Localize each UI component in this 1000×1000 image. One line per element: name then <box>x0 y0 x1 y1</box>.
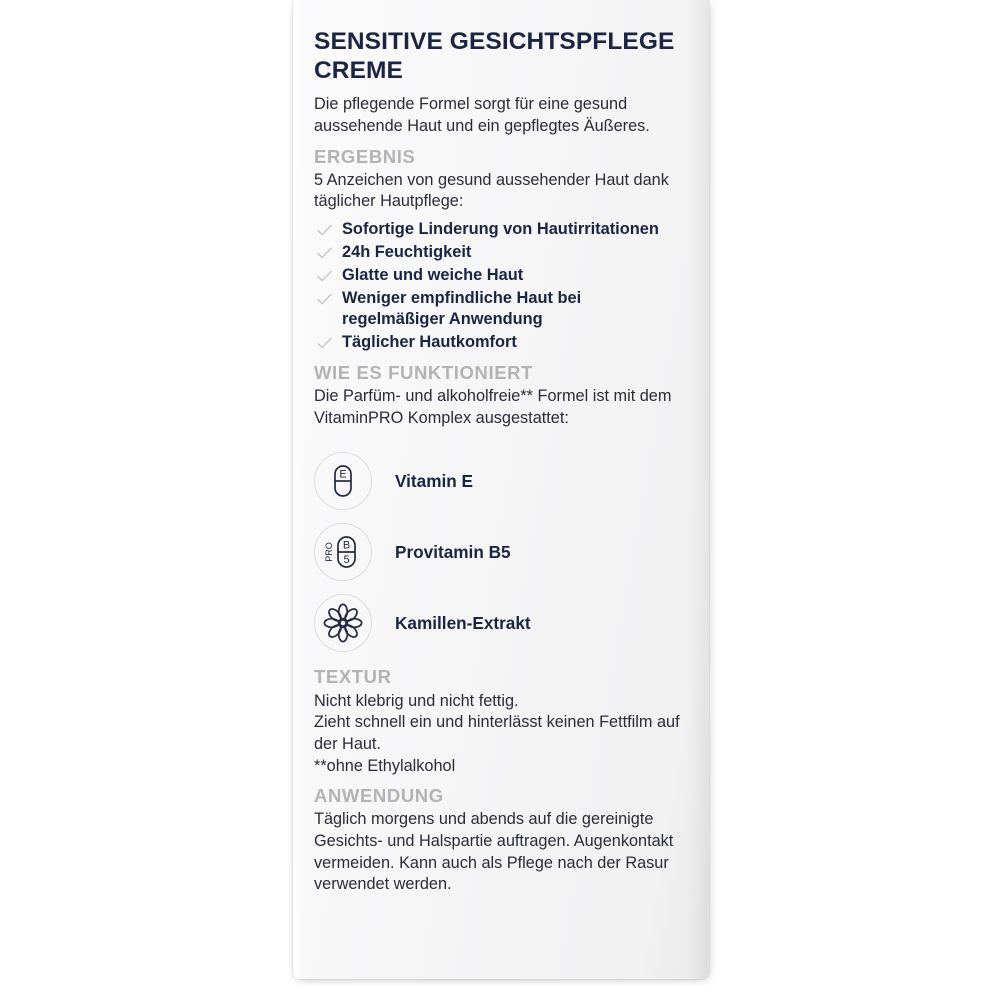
texture-line-1: Nicht klebrig und nicht fettig. <box>314 691 519 710</box>
ergebnis-intro: 5 Anzeichen von gesund aussehender Haut dank täglicher Hautpflege: <box>314 170 669 211</box>
svg-text:E: E <box>339 468 347 481</box>
list-item <box>314 242 687 264</box>
product-lede: Die pflegende Formel sorgt für eine gesund aussehende Haut und ein gepflegtes Äußeres. <box>314 95 650 135</box>
benefit-list <box>314 219 687 354</box>
ingredient-label: Vitamin E <box>395 470 474 491</box>
ingredient-list <box>314 445 687 658</box>
list-item <box>314 265 687 287</box>
panel-content <box>293 0 709 896</box>
check-icon <box>316 335 333 352</box>
list-item <box>314 219 687 241</box>
texture-footnote: **ohne Ethylalkohol <box>314 756 456 775</box>
capsule-provitamin-b5-icon <box>314 523 372 581</box>
check-icon <box>316 245 333 262</box>
svg-text:PRO: PRO <box>324 542 334 562</box>
list-item <box>314 288 687 332</box>
ingredient-label: Provitamin B5 <box>395 541 511 562</box>
application-text: Täglich morgens und abends auf die gereinigte Gesichts- und Halspartie auftragen. Augenkontakt vermeiden. Kann auch als Pflege nach der Rasur verwendet werden. <box>314 810 674 894</box>
list-item <box>314 587 687 658</box>
section-heading-anwendung: ANWENDUNG <box>314 785 444 807</box>
list-item <box>314 332 687 354</box>
list-item <box>314 516 687 587</box>
page-title: SENSITIVE GESICHTSPFLEGE CREME <box>314 28 675 84</box>
benefit-label: Glatte und weiche Haut <box>342 265 524 284</box>
svg-text:5: 5 <box>343 554 350 567</box>
benefit-label: 24h Feuchtigkeit <box>342 242 472 261</box>
section-heading-ergebnis: ERGEBNIS <box>314 145 416 167</box>
section-heading-wie-es-funktioniert: WIE ES FUNKTIONIERT <box>314 362 534 383</box>
ingredient-label: Kamillen-Extrakt <box>395 612 531 633</box>
capsule-vitamin-e-icon <box>314 452 372 510</box>
svg-text:B: B <box>342 539 351 552</box>
benefit-label: Täglicher Hautkomfort <box>342 333 517 352</box>
check-icon <box>316 222 333 239</box>
how-it-works-intro: Die Parfüm- und alkoholfreie** Formel ist mit dem VitaminPRO Komplex ausgestattet: <box>314 387 672 427</box>
texture-line-2: Zieht schnell ein und hinterlässt keinen Fettfilm auf der Haut. <box>314 713 680 753</box>
chamomile-flower-icon <box>314 594 372 652</box>
benefit-label: Weniger empfindliche Haut bei regelmäßiger Anwendung <box>342 288 582 329</box>
list-item <box>314 445 687 516</box>
check-icon <box>316 291 333 308</box>
benefit-label: Sofortige Linderung von Hautirritationen <box>342 220 659 239</box>
check-icon <box>316 268 333 285</box>
section-heading-textur: TEXTUR <box>314 666 392 688</box>
product-info-panel <box>293 0 709 979</box>
